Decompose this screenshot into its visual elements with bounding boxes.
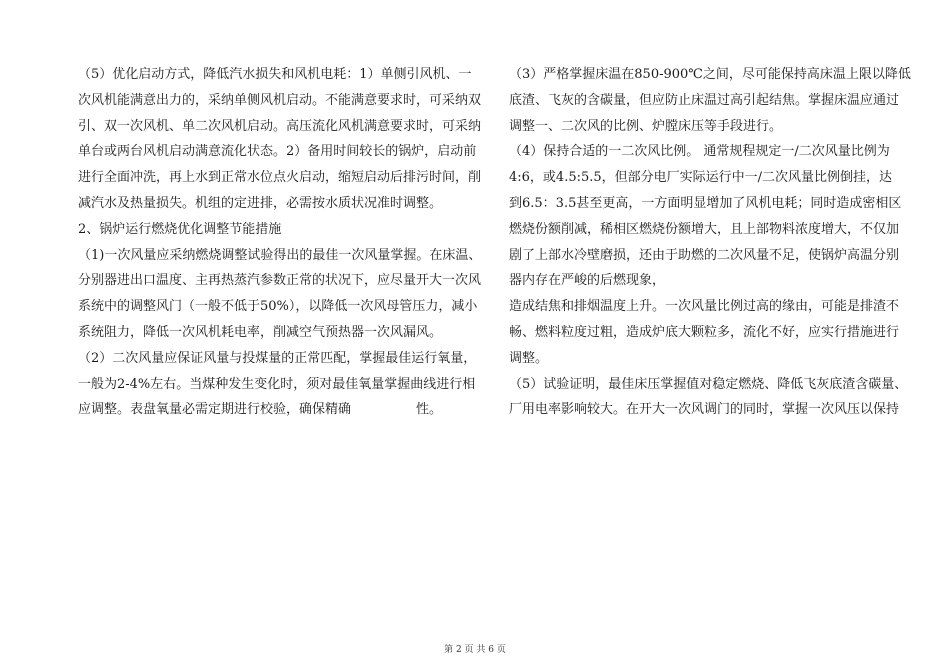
text-line: （5）优化启动方式，降低汽水损失和风机电耗：1）单侧引风机、一: [78, 67, 472, 82]
text-line: 厂用电率影响较大。在开大一次风调门的同时，掌握一次风压以保持: [509, 402, 900, 418]
text-line: 系统阻力，降低一次风机耗电率，削减空气预热器一次风漏风。: [78, 324, 443, 340]
text-line: 引、双一次风机、单二次风机启动。高压流化风机满意要求时，可采纳: [78, 118, 482, 134]
text-line: 进行全面冲洗，再上水到正常水位点火启动，缩短启动后排污时间，削: [78, 170, 482, 186]
text-line: 到6.5：3.5甚至更高，一方面明显增加了风机电耗；同时造成密相区: [509, 195, 902, 211]
text-line: 系统中的调整风门（一般不低于50%），以降低一次风母管压力，减小: [78, 299, 478, 315]
text-line: 减汽水及热量损失。机组的定进排，必需按水质状况准时调整。: [78, 195, 443, 211]
text-line: 应调整。表盘氧量必需定期进行校验，确保精确 性。: [78, 402, 443, 418]
text-line: 次风机能满意出力的，采纳单侧风机启动。不能满意要求时，可采纳双: [78, 92, 482, 108]
text-line: 造成结焦和排烟温度上升。一次风量比例过高的缘由，可能是排渣不: [509, 299, 900, 315]
text-line: （2）二次风量应保证风量与投煤量的正常匹配，掌握最佳运行氧量，: [78, 350, 477, 366]
text-line: 燃烧份额削减，稀相区燃烧份额增大，且上部物料浓度增大，不仅加: [509, 221, 900, 237]
text-line: （5）试验证明，最佳床压掌握值对稳定燃烧、降低飞灰底渣含碳量、: [509, 376, 908, 392]
right-column: [509, 62, 911, 423]
page-number: 第 2 页 共 6 页: [444, 645, 506, 655]
text-line: （1)一次风量应采纳燃烧调整试验得出的最佳一次风量掌握。在床温、: [78, 247, 482, 263]
left-column: [78, 62, 482, 423]
text-line: 底渣、飞灰的含碳量，但应防止床温过高引起结焦。掌握床温应通过: [509, 92, 900, 108]
text-line: 器内存在严峻的后燃现象，: [509, 273, 666, 289]
text-line: 剧了上部水冷壁磨损，还由于助燃的二次风量不足，使锅炉高温分别: [509, 247, 900, 263]
text-line: （3）严格掌握床温在850-900℃之间，尽可能保持高床温上限以降低: [509, 67, 911, 82]
text-line: （4）保持合适的一二次风比例。 通常规程规定一/二次风量比例为: [509, 144, 890, 160]
text-line: 单台或两台风机启动满意流化状态。2）备用时间较长的锅炉，启动前: [78, 144, 477, 160]
text-line: 4:6，或4.5:5.5，但部分电厂实际运行中一/二次风量比例倒挂，达: [509, 170, 893, 186]
section-heading: 2、锅炉运行燃烧优化调整节能措施: [78, 221, 282, 237]
text-line: 调整一、二次风的比例、炉膛床压等手段进行。: [509, 118, 783, 134]
text-line: 畅、燃料粒度过粗，造成炉底大颗粒多，流化不好，应实行措施进行: [509, 324, 900, 340]
text-line: 调整。: [509, 350, 549, 366]
text-line: 分别器进出口温度、主再热蒸汽参数正常的状况下，应尽量开大一次风: [78, 273, 482, 289]
text-line: 一般为2-4%左右。当煤种发生变化时，须对最佳氧量掌握曲线进行相: [78, 376, 476, 392]
